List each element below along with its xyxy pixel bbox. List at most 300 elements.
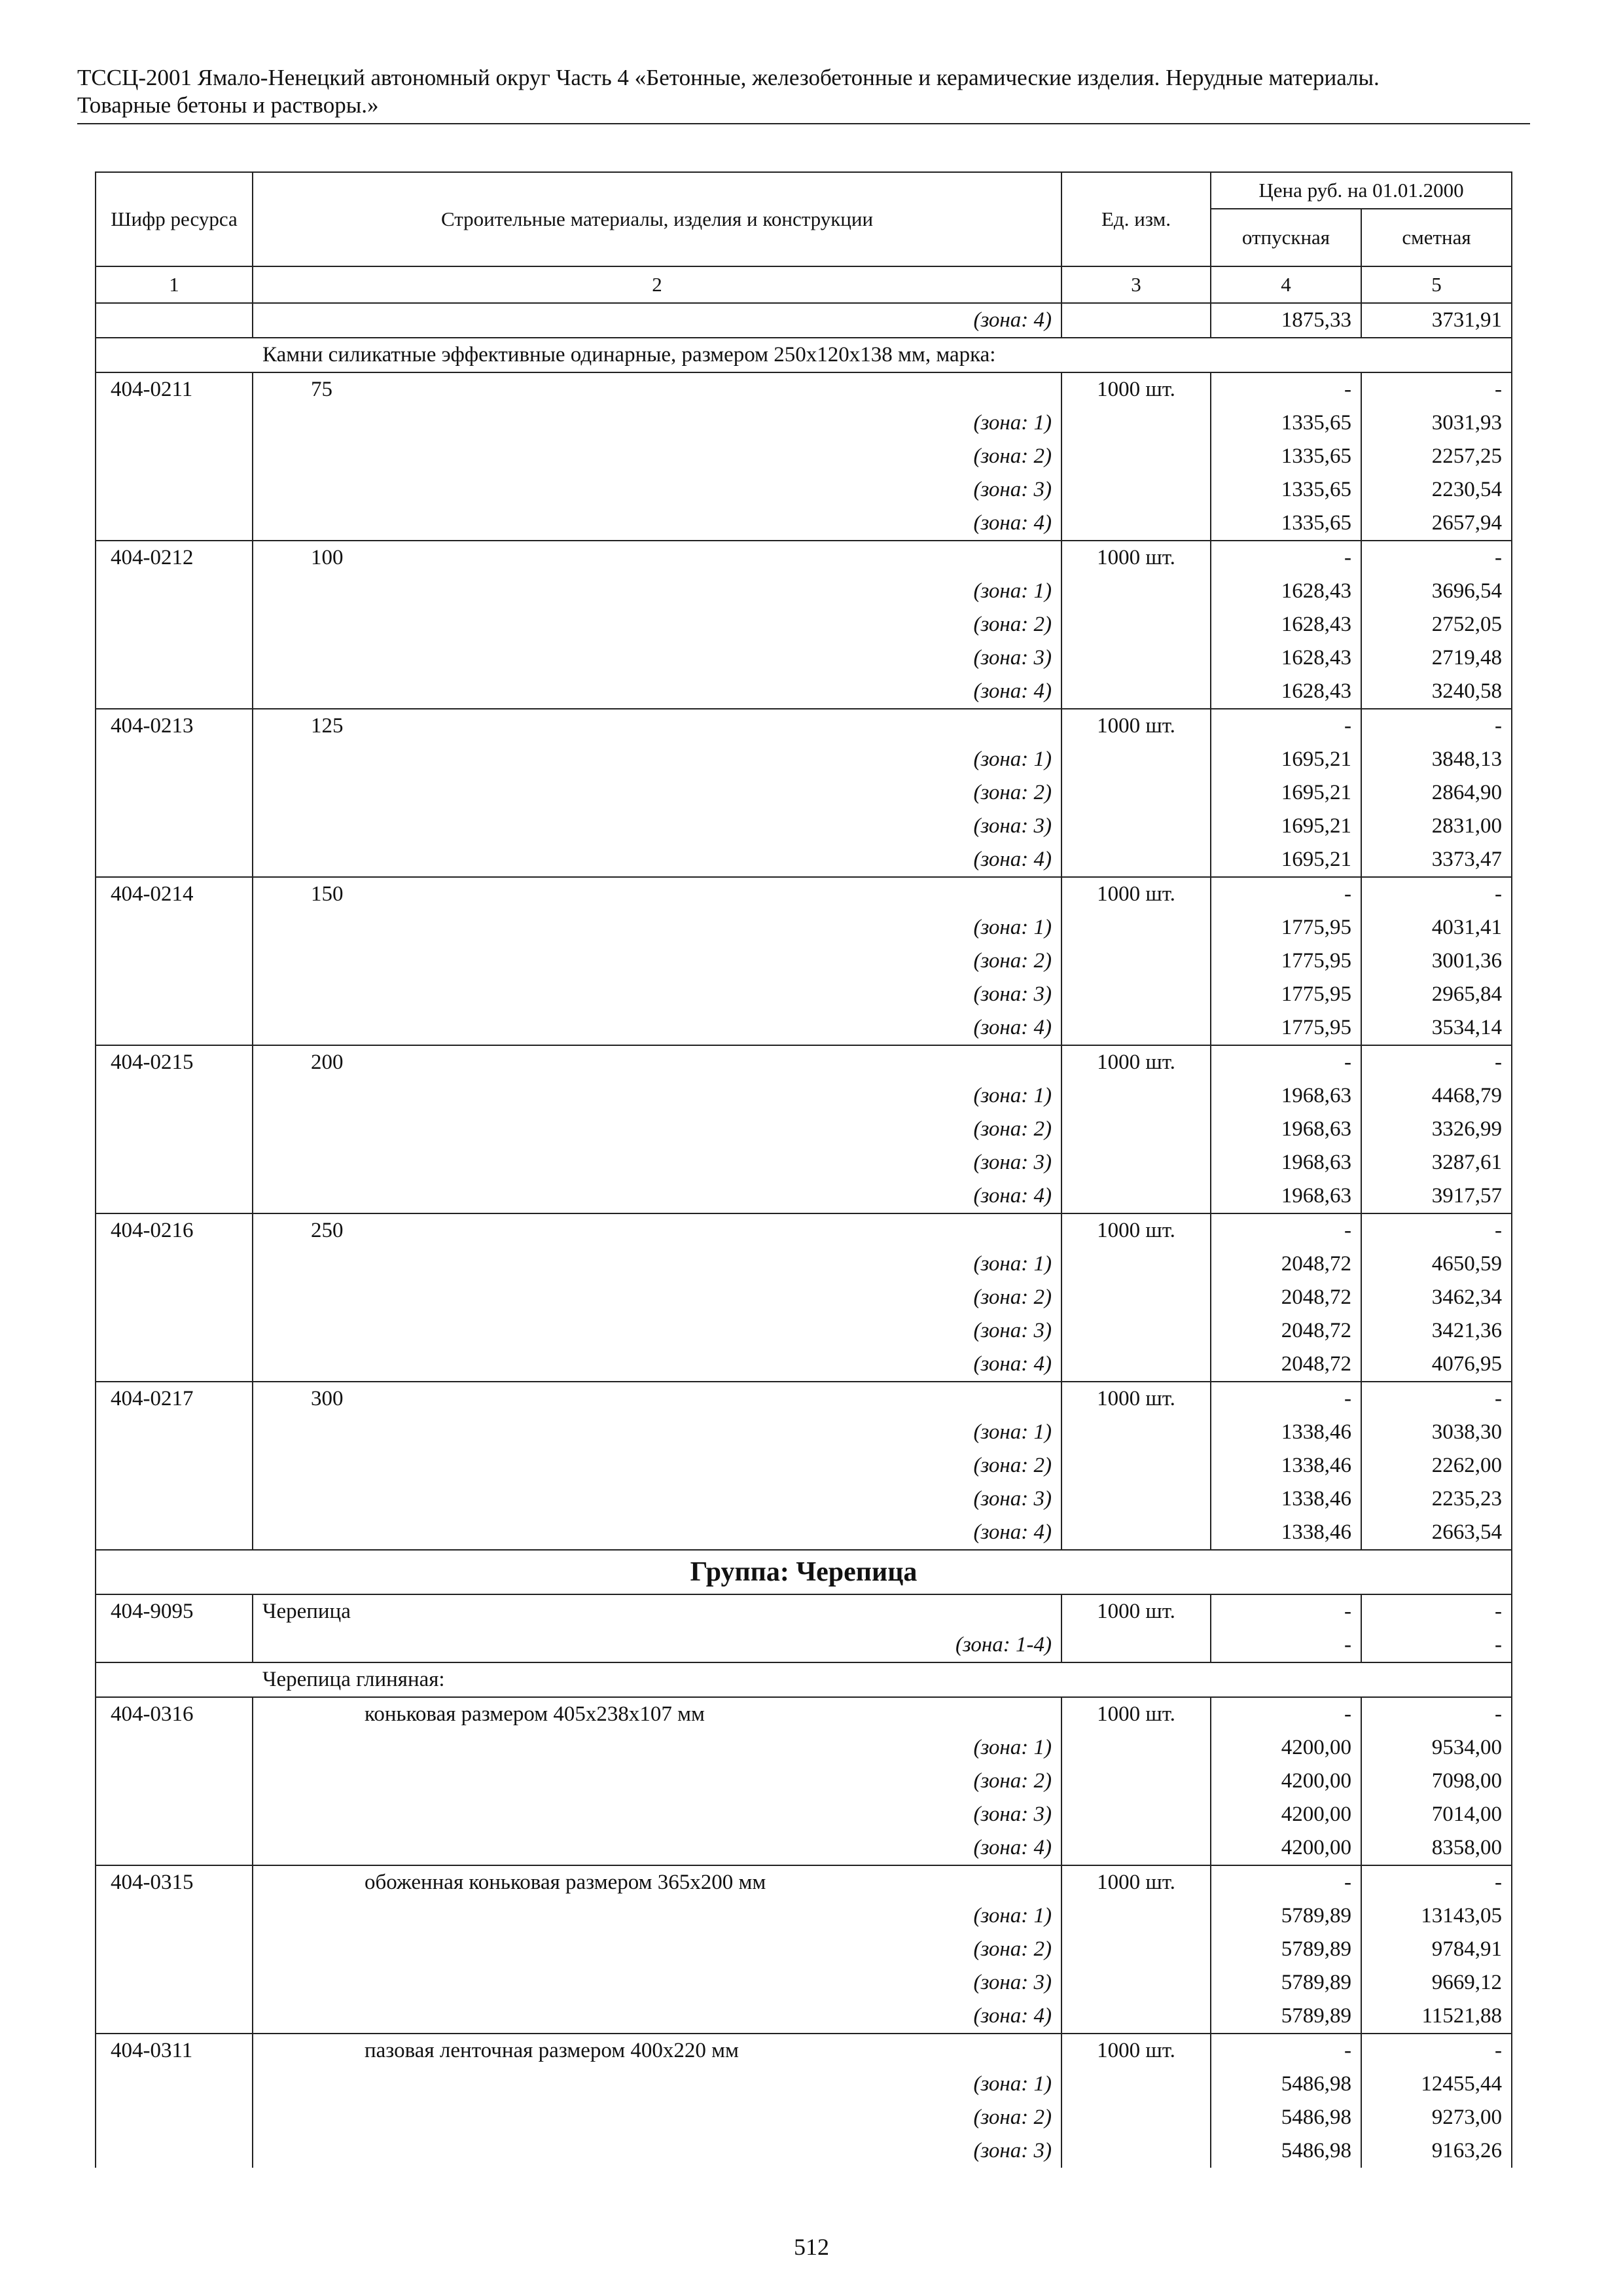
code-cell [96, 440, 253, 473]
zone-label: (зона: 1-4) [253, 1628, 1061, 1662]
estimate-price: 3848,13 [1361, 743, 1512, 776]
release-price: 2048,72 [1211, 1247, 1361, 1281]
estimate-price: 9534,00 [1361, 1731, 1512, 1765]
code-cell [96, 507, 253, 541]
zone-label: (зона: 1) [253, 1899, 1061, 1933]
resource-code: 404-0215 [96, 1045, 253, 1079]
unit-cell: 1000 шт. [1061, 2034, 1211, 2068]
release-price: - [1211, 1594, 1361, 1628]
item-name: 250 [253, 1213, 1061, 1247]
code-cell [96, 2101, 253, 2134]
unit-cell: 1000 шт. [1061, 1213, 1211, 1247]
release-price: 1775,95 [1211, 944, 1361, 978]
unit-cell [1061, 1966, 1211, 2000]
code-cell [96, 843, 253, 877]
zone-label: (зона: 2) [253, 440, 1061, 473]
zone-row [96, 1731, 1512, 1765]
zone-label: (зона: 3) [253, 1482, 1061, 1516]
unit-cell [1061, 1731, 1211, 1765]
estimate-price: 2831,00 [1361, 810, 1512, 843]
release-price: 4200,00 [1211, 1765, 1361, 1798]
resource-code: 404-0316 [96, 1697, 253, 1731]
col-number: 1 [96, 266, 253, 303]
zone-row [96, 1179, 1512, 1213]
estimate-price: - [1361, 1628, 1512, 1662]
header-name: Строительные материалы, изделия и конструкции [253, 172, 1061, 266]
unit-cell [1061, 776, 1211, 810]
estimate-price: 8358,00 [1361, 1831, 1512, 1865]
zone-row [96, 1899, 1512, 1933]
estimate-price: 3731,91 [1361, 303, 1512, 338]
zone-row [96, 810, 1512, 843]
code-cell [96, 2134, 253, 2168]
release-price: 1695,21 [1211, 776, 1361, 810]
zone-label: (зона: 1) [253, 575, 1061, 608]
code-cell [96, 303, 253, 338]
zone-label: (зона: 2) [253, 1765, 1061, 1798]
item-row [96, 1045, 1512, 1079]
page-number: 512 [794, 2234, 829, 2260]
zone-label: (зона: 3) [253, 978, 1061, 1011]
release-price: 5486,98 [1211, 2134, 1361, 2168]
code-cell [96, 1765, 253, 1798]
release-price: 2048,72 [1211, 1281, 1361, 1314]
zone-row [96, 1146, 1512, 1179]
resource-code: 404-0212 [96, 541, 253, 575]
zone-label: (зона: 2) [253, 2101, 1061, 2134]
code-cell [96, 1516, 253, 1550]
zone-row [96, 978, 1512, 1011]
zone-label: (зона: 4) [253, 2000, 1061, 2034]
code-cell [96, 1011, 253, 1045]
zone-label: (зона: 1) [253, 1416, 1061, 1449]
zone-label: (зона: 2) [253, 776, 1061, 810]
resource-code: 404-0213 [96, 709, 253, 743]
code-cell [96, 1179, 253, 1213]
estimate-price: 3373,47 [1361, 843, 1512, 877]
estimate-price: 4031,41 [1361, 911, 1512, 944]
item-name: 100 [253, 541, 1061, 575]
zone-row [96, 1482, 1512, 1516]
unit-cell [1061, 608, 1211, 641]
zone-row [96, 1798, 1512, 1831]
estimate-price: 2965,84 [1361, 978, 1512, 1011]
estimate-price: 2663,54 [1361, 1516, 1512, 1550]
unit-cell [1061, 473, 1211, 507]
zone-row [96, 440, 1512, 473]
estimate-price: 3534,14 [1361, 1011, 1512, 1045]
release-price: 4200,00 [1211, 1731, 1361, 1765]
col-number: 4 [1211, 266, 1361, 303]
zone-label: (зона: 3) [253, 2134, 1061, 2168]
release-price: - [1211, 1213, 1361, 1247]
price-table [95, 171, 1512, 2168]
estimate-price: 3287,61 [1361, 1146, 1512, 1179]
estimate-price: 3326,99 [1361, 1113, 1512, 1146]
zone-row [96, 2068, 1512, 2101]
zone-row [96, 1628, 1512, 1662]
estimate-price: 9163,26 [1361, 2134, 1512, 2168]
zone-label: (зона: 4) [253, 1516, 1061, 1550]
header-release: отпускная [1211, 209, 1361, 266]
code-cell [96, 1628, 253, 1662]
release-price: 1695,21 [1211, 843, 1361, 877]
code-cell [96, 1281, 253, 1314]
estimate-price: 3462,34 [1361, 1281, 1512, 1314]
estimate-price: - [1361, 1382, 1512, 1416]
header-unit: Ед. изм. [1061, 172, 1211, 266]
release-price: 1628,43 [1211, 608, 1361, 641]
item-row [96, 1382, 1512, 1416]
release-price: 1968,63 [1211, 1179, 1361, 1213]
item-row [96, 1865, 1512, 1899]
item-name: 200 [253, 1045, 1061, 1079]
release-price: 1628,43 [1211, 641, 1361, 675]
resource-code: 404-0217 [96, 1382, 253, 1416]
estimate-price: 2752,05 [1361, 608, 1512, 641]
zone-row [96, 1933, 1512, 1966]
estimate-price: 3240,58 [1361, 675, 1512, 709]
item-name: 75 [253, 372, 1061, 406]
price-table-body [96, 172, 1512, 2168]
release-price: 1338,46 [1211, 1449, 1361, 1482]
release-price: 4200,00 [1211, 1831, 1361, 1865]
unit-cell: 1000 шт. [1061, 1382, 1211, 1416]
item-row [96, 709, 1512, 743]
zone-row [96, 1348, 1512, 1382]
code-cell [96, 1933, 253, 1966]
carryover-row [96, 303, 1512, 338]
estimate-price: 9273,00 [1361, 2101, 1512, 2134]
unit-cell: 1000 шт. [1061, 709, 1211, 743]
unit-cell [1061, 944, 1211, 978]
estimate-price: 4468,79 [1361, 1079, 1512, 1113]
unit-cell: 1000 шт. [1061, 877, 1211, 911]
unit-cell [1061, 1314, 1211, 1348]
zone-label: (зона: 4) [253, 675, 1061, 709]
release-price: - [1211, 541, 1361, 575]
unit-cell [1061, 406, 1211, 440]
estimate-price: 3031,93 [1361, 406, 1512, 440]
zone-row [96, 776, 1512, 810]
code-cell [96, 1831, 253, 1865]
estimate-price: 12455,44 [1361, 2068, 1512, 2101]
code-cell [96, 978, 253, 1011]
release-price: 1968,63 [1211, 1079, 1361, 1113]
zone-row [96, 406, 1512, 440]
zone-label: (зона: 2) [253, 944, 1061, 978]
zone-row [96, 2101, 1512, 2134]
col-number: 5 [1361, 266, 1512, 303]
estimate-price: - [1361, 1697, 1512, 1731]
code-cell [96, 608, 253, 641]
resource-code: 404-0214 [96, 877, 253, 911]
zone-row [96, 641, 1512, 675]
estimate-price: 13143,05 [1361, 1899, 1512, 1933]
code-cell [96, 1731, 253, 1765]
code-cell [96, 810, 253, 843]
estimate-price: 2262,00 [1361, 1449, 1512, 1482]
estimate-price: - [1361, 877, 1512, 911]
unit-cell [1061, 2000, 1211, 2034]
estimate-price: - [1361, 1594, 1512, 1628]
item-name: пазовая ленточная размером 400x220 мм [253, 2034, 1061, 2068]
unit-cell [1061, 1247, 1211, 1281]
release-price: 1968,63 [1211, 1146, 1361, 1179]
release-price: 2048,72 [1211, 1348, 1361, 1382]
unit-cell: 1000 шт. [1061, 1697, 1211, 1731]
estimate-price: - [1361, 541, 1512, 575]
section-row [96, 1662, 1512, 1697]
item-row [96, 877, 1512, 911]
zone-row [96, 1416, 1512, 1449]
unit-cell [1061, 911, 1211, 944]
release-price: - [1211, 1045, 1361, 1079]
col-number: 3 [1061, 266, 1211, 303]
item-name: Черепица [253, 1594, 1061, 1628]
estimate-price: - [1361, 1213, 1512, 1247]
zone-label: (зона: 1) [253, 743, 1061, 776]
unit-cell [1061, 1628, 1211, 1662]
header-line-1: ТССЦ-2001 Ямало-Ненецкий автономный округ Часть 4 «Бетонные, железобетонные и керамические изделия. Нерудные материалы. [77, 65, 1380, 90]
code-cell [96, 406, 253, 440]
estimate-price: - [1361, 2034, 1512, 2068]
release-price: - [1211, 877, 1361, 911]
unit-cell [1061, 641, 1211, 675]
resource-code: 404-0216 [96, 1213, 253, 1247]
zone-label: (зона: 4) [253, 843, 1061, 877]
item-name: коньковая размером 405x238x107 мм [253, 1697, 1061, 1731]
release-price: 1695,21 [1211, 743, 1361, 776]
release-price: 4200,00 [1211, 1798, 1361, 1831]
zone-label: (зона: 4) [253, 1348, 1061, 1382]
release-price: - [1211, 709, 1361, 743]
resource-code: 404-0315 [96, 1865, 253, 1899]
estimate-price: - [1361, 372, 1512, 406]
estimate-price: 11521,88 [1361, 2000, 1512, 2034]
zone-label: (зона: 3) [253, 810, 1061, 843]
zone-label: (зона: 4) [253, 507, 1061, 541]
estimate-price: 2235,23 [1361, 1482, 1512, 1516]
item-row [96, 541, 1512, 575]
item-name: обоженная коньковая размером 365x200 мм [253, 1865, 1061, 1899]
item-row [96, 372, 1512, 406]
code-cell [96, 2068, 253, 2101]
estimate-price: - [1361, 709, 1512, 743]
release-price: 5486,98 [1211, 2101, 1361, 2134]
zone-label: (зона: 1) [253, 2068, 1061, 2101]
zone-label: (зона: 3) [253, 641, 1061, 675]
code-cell [96, 1348, 253, 1382]
resource-code: 404-0311 [96, 2034, 253, 2068]
resource-code: 404-9095 [96, 1594, 253, 1628]
unit-cell [1061, 675, 1211, 709]
header-code: Шифр ресурса [96, 172, 253, 266]
release-price: 1628,43 [1211, 675, 1361, 709]
release-price: 5789,89 [1211, 1966, 1361, 2000]
unit-cell [1061, 1482, 1211, 1516]
estimate-price: 3038,30 [1361, 1416, 1512, 1449]
zone-row [96, 675, 1512, 709]
header-price-group: Цена руб. на 01.01.2000 [1211, 172, 1512, 209]
resource-code: 404-0211 [96, 372, 253, 406]
code-cell [96, 776, 253, 810]
zone-row [96, 1449, 1512, 1482]
unit-cell [1061, 1079, 1211, 1113]
section-title: Черепица глиняная: [96, 1662, 1512, 1697]
zone-label: (зона: 4) [253, 303, 1061, 338]
release-price: 2048,72 [1211, 1314, 1361, 1348]
zone-label: (зона: 3) [253, 473, 1061, 507]
unit-cell [1061, 810, 1211, 843]
release-price: 1338,46 [1211, 1416, 1361, 1449]
code-cell [96, 1899, 253, 1933]
estimate-price: 2719,48 [1361, 641, 1512, 675]
zone-row [96, 843, 1512, 877]
zone-row [96, 1314, 1512, 1348]
estimate-price: 3696,54 [1361, 575, 1512, 608]
zone-row [96, 911, 1512, 944]
unit-cell [1061, 1179, 1211, 1213]
zone-label: (зона: 4) [253, 1831, 1061, 1865]
estimate-price: 2657,94 [1361, 507, 1512, 541]
code-cell [96, 911, 253, 944]
zone-row [96, 1011, 1512, 1045]
unit-cell [1061, 1449, 1211, 1482]
estimate-price: - [1361, 1045, 1512, 1079]
unit-cell [1061, 2068, 1211, 2101]
estimate-price: 9784,91 [1361, 1933, 1512, 1966]
section-title: Камни силикатные эффективные одинарные, размером 250x120x138 мм, марка: [96, 338, 1512, 372]
group-title: Группа: Черепица [96, 1550, 1512, 1594]
zone-label: (зона: 1) [253, 406, 1061, 440]
release-price: - [1211, 1382, 1361, 1416]
zone-row [96, 473, 1512, 507]
estimate-price: 3421,36 [1361, 1314, 1512, 1348]
unit-cell [1061, 575, 1211, 608]
zone-label: (зона: 3) [253, 1966, 1061, 2000]
code-cell [96, 1966, 253, 2000]
zone-row [96, 1113, 1512, 1146]
zone-row [96, 1966, 1512, 2000]
release-price: 1335,65 [1211, 473, 1361, 507]
release-price: 1775,95 [1211, 1011, 1361, 1045]
estimate-price: 3917,57 [1361, 1179, 1512, 1213]
zone-row [96, 743, 1512, 776]
item-name: 300 [253, 1382, 1061, 1416]
estimate-price: 9669,12 [1361, 1966, 1512, 2000]
code-cell [96, 1146, 253, 1179]
code-cell [96, 473, 253, 507]
release-price: - [1211, 2034, 1361, 2068]
code-cell [96, 575, 253, 608]
release-price: 1968,63 [1211, 1113, 1361, 1146]
code-cell [96, 743, 253, 776]
estimate-price: 7014,00 [1361, 1798, 1512, 1831]
zone-label: (зона: 2) [253, 1113, 1061, 1146]
release-price: 1695,21 [1211, 810, 1361, 843]
unit-cell [1061, 978, 1211, 1011]
estimate-price: 7098,00 [1361, 1765, 1512, 1798]
zone-label: (зона: 1) [253, 911, 1061, 944]
unit-cell [1061, 1281, 1211, 1314]
release-price: 5486,98 [1211, 2068, 1361, 2101]
page-header [77, 64, 1530, 124]
zone-label: (зона: 2) [253, 1933, 1061, 1966]
zone-row [96, 1765, 1512, 1798]
estimate-price: 2257,25 [1361, 440, 1512, 473]
zone-label: (зона: 4) [253, 1179, 1061, 1213]
zone-row [96, 1516, 1512, 1550]
zone-label: (зона: 3) [253, 1798, 1061, 1831]
item-row [96, 1213, 1512, 1247]
unit-cell: 1000 шт. [1061, 1594, 1211, 1628]
unit-cell [1061, 743, 1211, 776]
unit-cell [1061, 440, 1211, 473]
zone-row [96, 944, 1512, 978]
estimate-price: 3001,36 [1361, 944, 1512, 978]
zone-row [96, 1281, 1512, 1314]
unit-cell [1061, 1798, 1211, 1831]
zone-row [96, 2000, 1512, 2034]
unit-cell [1061, 1011, 1211, 1045]
code-cell [96, 1079, 253, 1113]
unit-cell [1061, 1899, 1211, 1933]
unit-cell: 1000 шт. [1061, 1865, 1211, 1899]
code-cell [96, 1416, 253, 1449]
unit-cell [1061, 1516, 1211, 1550]
release-price: 1335,65 [1211, 440, 1361, 473]
release-price: 5789,89 [1211, 1933, 1361, 1966]
zone-label: (зона: 1) [253, 1731, 1061, 1765]
release-price: 1628,43 [1211, 575, 1361, 608]
zone-row [96, 608, 1512, 641]
release-price: - [1211, 1865, 1361, 1899]
code-cell [96, 1113, 253, 1146]
code-cell [96, 1798, 253, 1831]
col-number: 2 [253, 266, 1061, 303]
zone-label: (зона: 2) [253, 608, 1061, 641]
header-estimate: сметная [1361, 209, 1512, 266]
unit-cell: 1000 шт. [1061, 1045, 1211, 1079]
release-price: - [1211, 372, 1361, 406]
unit-cell [1061, 2101, 1211, 2134]
unit-cell: 1000 шт. [1061, 372, 1211, 406]
group-row [96, 1550, 1512, 1594]
zone-label: (зона: 1) [253, 1247, 1061, 1281]
unit-cell [1061, 1831, 1211, 1865]
zone-label: (зона: 3) [253, 1314, 1061, 1348]
zone-label: (зона: 1) [253, 1079, 1061, 1113]
unit-cell [1061, 303, 1211, 338]
release-price: 5789,89 [1211, 2000, 1361, 2034]
release-price: 5789,89 [1211, 1899, 1361, 1933]
estimate-price: 4650,59 [1361, 1247, 1512, 1281]
zone-label: (зона: 4) [253, 1011, 1061, 1045]
release-price: - [1211, 1628, 1361, 1662]
release-price: 1775,95 [1211, 911, 1361, 944]
unit-cell [1061, 1146, 1211, 1179]
header-row [96, 172, 1512, 209]
item-row [96, 1697, 1512, 1731]
unit-cell [1061, 507, 1211, 541]
release-price: 1335,65 [1211, 507, 1361, 541]
zone-row [96, 575, 1512, 608]
release-price: 1335,65 [1211, 406, 1361, 440]
estimate-price: 2864,90 [1361, 776, 1512, 810]
code-cell [96, 2000, 253, 2034]
column-number-row [96, 266, 1512, 303]
